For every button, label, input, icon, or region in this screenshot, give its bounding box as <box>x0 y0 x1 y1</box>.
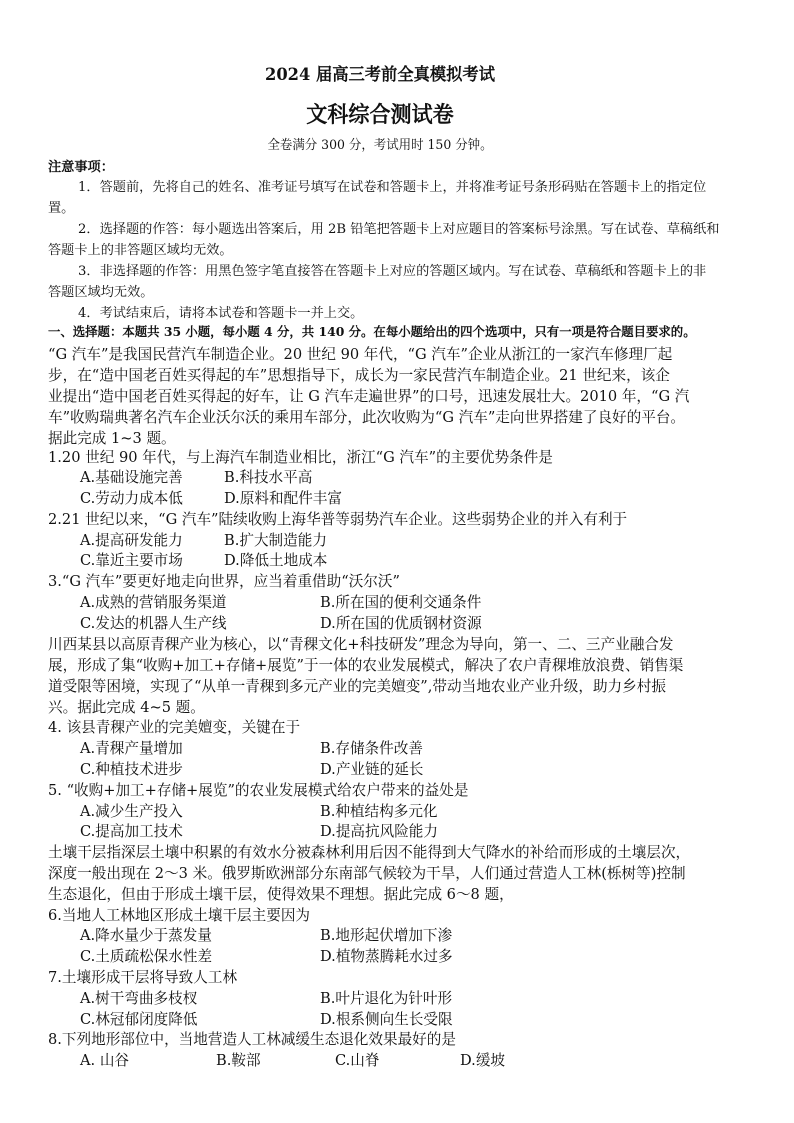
section-heading: 一、选择题：本题共 35 小题，每小题 4 分，共 140 分。在每小题给出的四个选项中，只有一项是符合题目要求的。 <box>48 324 696 339</box>
question-8-option-b: B.鞍部 <box>216 1052 261 1069</box>
question-1-option-a: A.基础设施完善 <box>80 469 183 486</box>
passage-line: 道受限等困境，实现了“从单一青稞到多元产业的完美嬗变”,带动当地农业产业升级，助力乡村振 <box>48 678 666 695</box>
question-4-option-c: C.种植技术进步 <box>80 761 183 778</box>
question-5-option-c: C.提高加工技术 <box>80 823 183 840</box>
question-3-stem: 3.“G 汽车”要更好地走向世界，应当着重借助“沃尔沃” <box>48 573 400 590</box>
passage-line: 展，形成了集“收购+加工+存储+展览”于一体的农业发展模式，解决了农户青稞堆放浪费、销售渠 <box>48 657 684 674</box>
question-5-option-a: A.减少生产投入 <box>80 803 183 820</box>
note-line: 1．答题前，先将自己的姓名、准考证号填写在试卷和答题卡上，并将准考证号条形码贴在答题卡上的指定位 <box>78 180 707 195</box>
question-2-option-c: C.靠近主要市场 <box>80 552 183 569</box>
question-1-option-b: B.科技水平高 <box>224 469 313 486</box>
question-1-option-c: C.劳动力成本低 <box>80 490 183 507</box>
question-4-option-d: D.产业链的延长 <box>320 761 424 778</box>
question-1-stem: 1.20 世纪 90 年代，与上海汽车制造业相比，浙江“G 汽车”的主要优势条件是 <box>48 449 553 466</box>
question-5-option-d: D.提高抗风险能力 <box>320 823 438 840</box>
question-7-option-a: A.树干弯曲多枝杈 <box>80 990 198 1007</box>
question-6-option-a: A.降水量少于蒸发量 <box>80 927 212 944</box>
passage-line: 据此完成 1~3 题。 <box>48 430 176 447</box>
passage-line: “G 汽车”是我国民营汽车制造企业。20 世纪 90 年代，“G 汽车”企业从浙江的一家汽车修理厂起 <box>48 346 673 363</box>
question-8-option-c: C.山脊 <box>335 1052 380 1069</box>
notes-heading: 注意事项： <box>48 160 114 175</box>
question-2-stem: 2.21 世纪以来，“G 汽车”陆续收购上海华普等弱势汽车企业。这些弱势企业的并入有利于 <box>48 511 628 528</box>
question-2-option-a: A.提高研发能力 <box>80 532 183 549</box>
question-5-option-b: B.种植结构多元化 <box>320 803 438 820</box>
question-3-option-a: A.成熟的营销服务渠道 <box>80 594 227 611</box>
question-6-stem: 6.当地人工林地区形成土壤干层主要因为 <box>48 907 311 924</box>
passage-line: 生态退化，但由于形成土壤干层，使得效果不理想。据此完成 6～8 题， <box>48 886 514 903</box>
question-6-option-b: B.地形起伏增加下渗 <box>320 927 453 944</box>
question-2-option-d: D.降低土地成本 <box>224 552 328 569</box>
passage-line: 车”收购瑞典著名汽车企业沃尔沃的乘用车部分，此次收购为“G 汽车”走向世界搭建了良好的平台。 <box>48 409 686 426</box>
question-7-option-c: C.林冠郁闭度降低 <box>80 1011 198 1028</box>
question-8-option-a: A. 山谷 <box>80 1052 130 1069</box>
question-8-stem: 8.下列地形部位中，当地营造人工林减缓生态退化效果最好的是 <box>48 1031 456 1048</box>
question-6-option-c: C.土质疏松保水性差 <box>80 948 213 965</box>
note-line: 3．非选择题的作答：用黑色签字笔直接答在答题卡上对应的答题区域内。写在试卷、草稿纸和答题卡上的非 <box>78 264 707 279</box>
note-line: 置。 <box>48 201 75 216</box>
passage-line: 川西某县以高原青稞产业为核心，以“青稞文化+科技研发”理念为导向，第一、二、三产业融合发 <box>48 636 674 653</box>
passage-line: 步，在“造中国老百姓买得起的车”思想指导下，成长为一家民营汽车制造企业。21 世纪来，该企 <box>48 367 670 384</box>
question-2-option-b: B.扩大制造能力 <box>224 532 327 549</box>
question-7-stem: 7.土壤形成干层将导致人工林 <box>48 969 238 986</box>
exam-info: 全卷满分 300 分，考试用时 150 分钟。 <box>267 138 493 153</box>
passage-line: 业提出“造中国老百姓买得起的好车，让 G 汽车走遍世界”的口号，迅速发展壮大。2010 年，“G 汽 <box>48 388 690 405</box>
question-3-option-b: B.所在国的便利交通条件 <box>320 594 482 611</box>
note-line: 答题卡上的非答题区域均无效。 <box>48 243 233 258</box>
note-line: 答题区域均无效。 <box>48 285 154 300</box>
passage-line: 深度一般出现在 2～3 米。俄罗斯欧洲部分东南部气候较为干旱，人们通过营造人工林(栎树等)控制 <box>48 865 686 882</box>
question-8-option-d: D.缓坡 <box>460 1052 506 1069</box>
question-1-option-d: D.原料和配件丰富 <box>224 490 342 507</box>
note-line: 2．选择题的作答：每小题选出答案后，用 2B 铅笔把答题卡上对应题目的答案标号涂黑。写在试卷、草稿纸和 <box>78 222 720 237</box>
question-7-option-b: B.叶片退化为针叶形 <box>320 990 453 1007</box>
question-4-option-a: A.青稞产量增加 <box>80 740 183 757</box>
exam-title: 2024 届高三考前全真模拟考试 <box>265 65 495 85</box>
question-6-option-d: D.植物蒸腾耗水过多 <box>320 948 453 965</box>
question-3-option-c: C.发达的机器人生产线 <box>80 615 227 632</box>
question-4-option-b: B.存储条件改善 <box>320 740 423 757</box>
passage-line: 兴。据此完成 4~5 题。 <box>48 699 205 716</box>
question-3-option-d: D.所在国的优质钢材资源 <box>320 615 482 632</box>
question-7-option-d: D.根系侧向生长受限 <box>320 1011 453 1028</box>
question-5-stem: 5. “收购+加工+存储+展览”的农业发展模式给农户带来的益处是 <box>48 782 469 799</box>
question-4-stem: 4. 该县青稞产业的完美嬗变，关键在于 <box>48 719 301 736</box>
paper-title: 文科综合测试卷 <box>306 102 454 128</box>
note-line: 4．考试结束后，请将本试卷和答题卡一并上交。 <box>78 306 364 321</box>
passage-line: 土壤干层指深层土壤中积累的有效水分被森林利用后因不能得到大气降水的补给而形成的土壤层次， <box>48 844 691 861</box>
